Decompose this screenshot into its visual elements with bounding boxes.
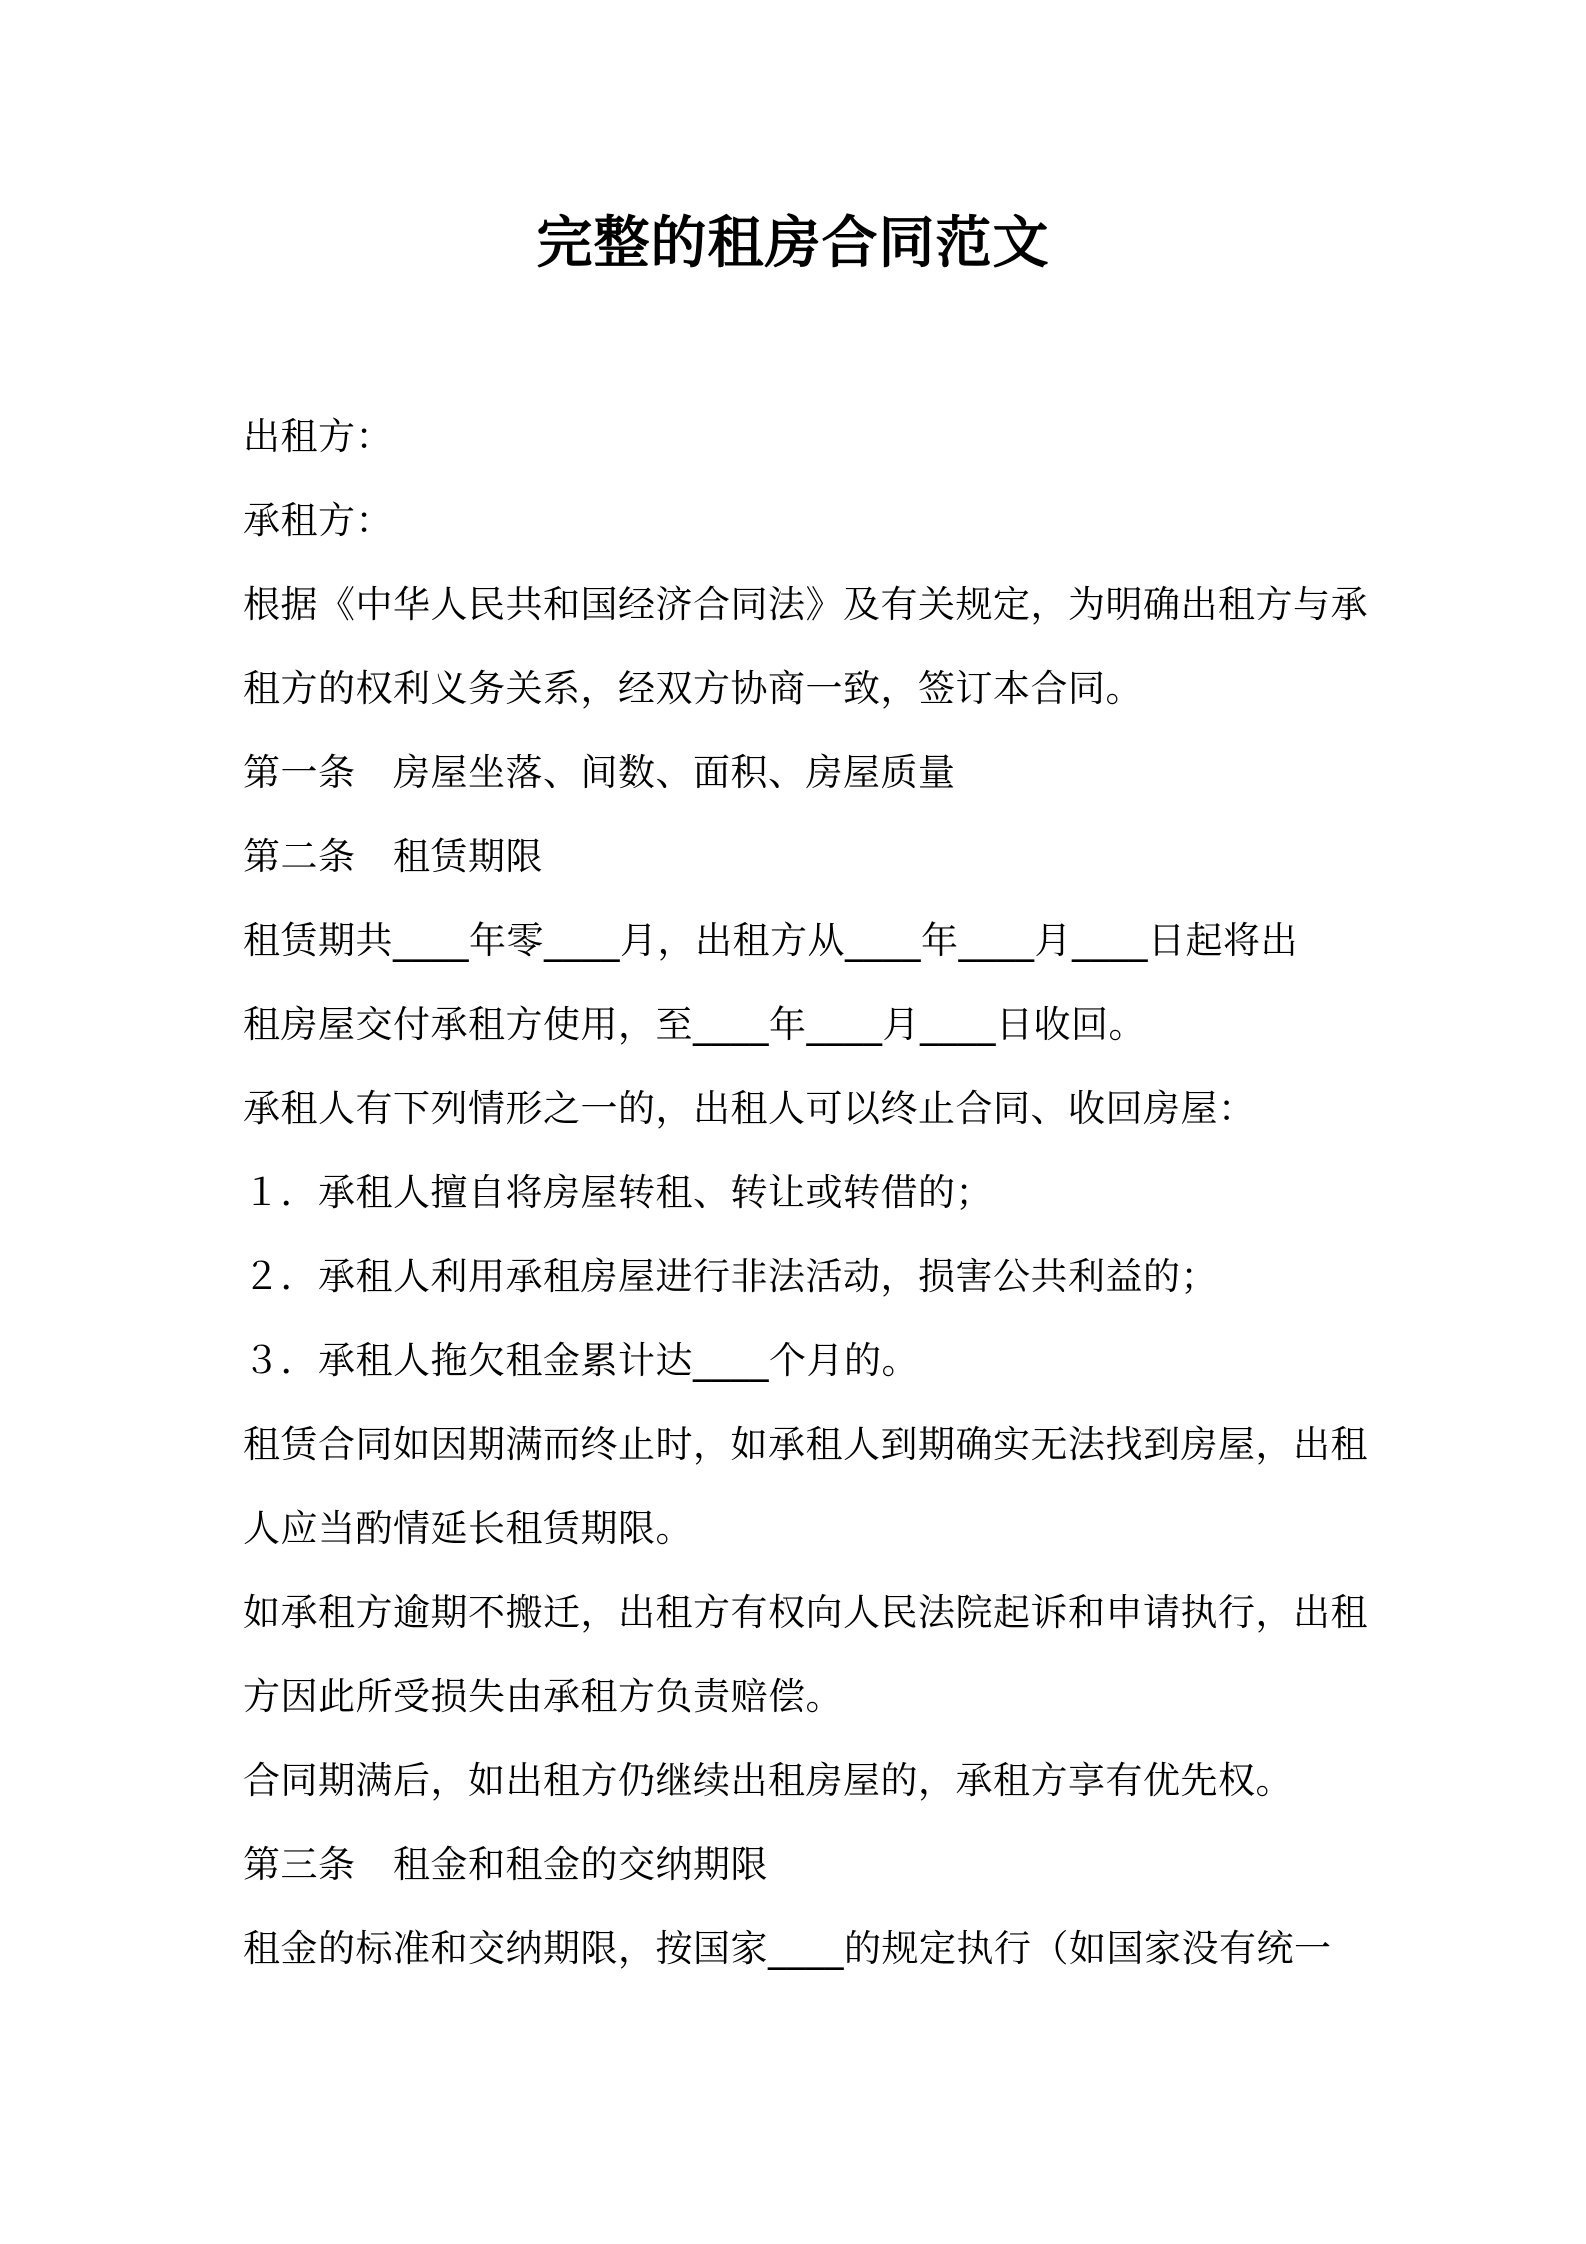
rent-standard-line: 租金的标准和交纳期限，按国家____的规定执行（如国家没有统一 bbox=[243, 1927, 1332, 1970]
lease-term-line-1: 租赁期共____年零____月，出租方从____年____月____日起将出 bbox=[243, 919, 1298, 962]
article-1-heading: 第一条 房屋坐落、间数、面积、房屋质量 bbox=[243, 751, 956, 794]
priority-line: 合同期满后，如出租方仍继续出租房屋的，承租方享有优先权。 bbox=[243, 1759, 1293, 1802]
termination-intro: 承租人有下列情形之一的，出租人可以终止合同、收回房屋： bbox=[243, 1087, 1256, 1130]
termination-item-1: １．承租人擅自将房屋转租、转让或转借的； bbox=[243, 1171, 993, 1214]
overdue-line-1: 如承租方逾期不搬迁，出租方有权向人民法院起诉和申请执行，出租 bbox=[243, 1591, 1368, 1634]
expiry-line-2: 人应当酌情延长租赁期限。 bbox=[243, 1507, 693, 1550]
lessor-line: 出租方： bbox=[243, 415, 393, 458]
article-3-heading: 第三条 租金和租金的交纳期限 bbox=[243, 1843, 768, 1886]
termination-item-2: ２．承租人利用承租房屋进行非法活动，损害公共利益的； bbox=[243, 1255, 1218, 1298]
preamble-line-2: 租方的权利义务关系，经双方协商一致，签订本合同。 bbox=[243, 667, 1143, 710]
overdue-line-2: 方因此所受损失由承租方负责赔偿。 bbox=[243, 1675, 843, 1718]
lessee-line: 承租方： bbox=[243, 499, 393, 542]
article-2-heading: 第二条 租赁期限 bbox=[243, 835, 543, 878]
lease-term-line-2: 租房屋交付承租方使用，至____年____月____日收回。 bbox=[243, 1003, 1146, 1046]
document-title: 完整的租房合同范文 bbox=[536, 211, 1050, 276]
termination-item-3: ３．承租人拖欠租金累计达____个月的。 bbox=[243, 1339, 919, 1382]
preamble-line-1: 根据《中华人民共和国经济合同法》及有关规定，为明确出租方与承 bbox=[243, 583, 1368, 626]
expiry-line-1: 租赁合同如因期满而终止时，如承租人到期确实无法找到房屋，出租 bbox=[243, 1423, 1368, 1466]
